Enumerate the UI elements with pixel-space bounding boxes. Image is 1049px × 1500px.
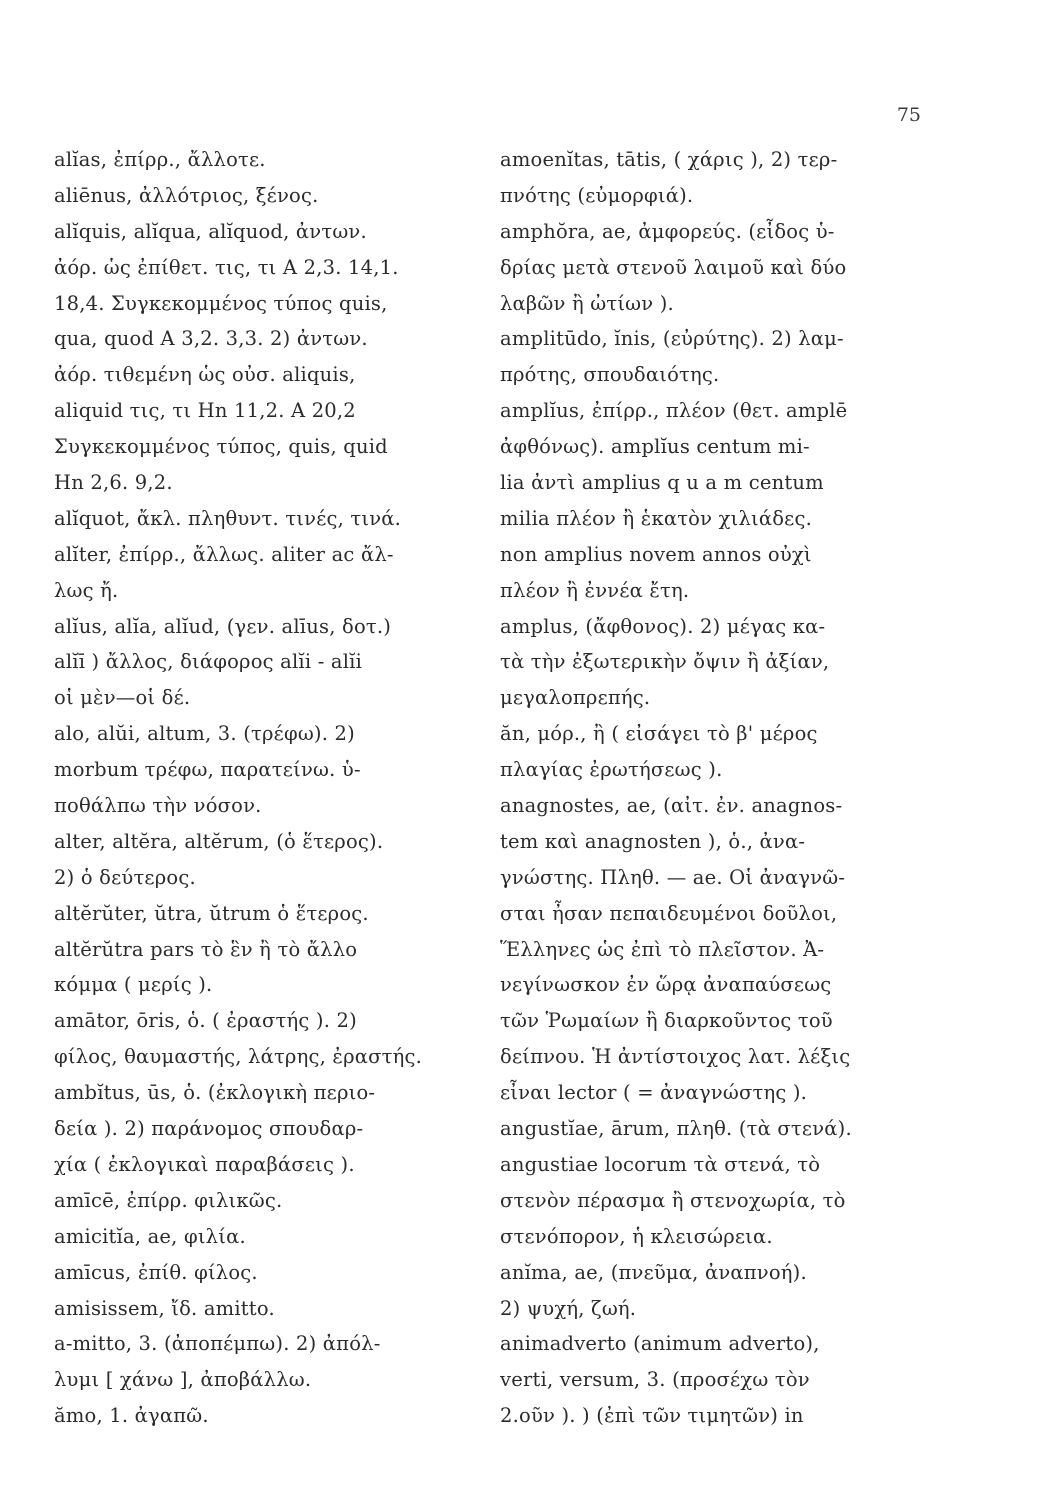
dictionary-line: aliēnus, ἀλλότριος, ξένος. — [54, 183, 319, 207]
dictionary-line: πρότης, σπουδαιότης. — [500, 363, 720, 387]
dictionary-line: ἀφθόνως). amplĭus centum mi- — [500, 435, 810, 459]
dictionary-line: στενόπορον, ἡ κλεισώρεια. — [500, 1224, 773, 1248]
dictionary-line: 2.οῦν ). ) (ἐπὶ τῶν τιμητῶν) in — [500, 1404, 804, 1428]
dictionary-line: τῶν Ῥωμαίων ἢ διαρκοῦντος τοῦ — [500, 1009, 833, 1033]
dictionary-line: amplus, (ἄφθονος). 2) μέγας κα- — [500, 614, 826, 638]
dictionary-line: amīcus, ἐπίθ. φίλος. — [54, 1260, 258, 1284]
dictionary-line: οἱ μὲν—οἱ δέ. — [54, 686, 191, 710]
dictionary-line: τὰ τὴν ἐξωτερικὴν ὄψιν ἢ ἀξίαν, — [500, 650, 830, 674]
right-column — [500, 142, 918, 1434]
dictionary-line: alĭquot, ἄκλ. πληθυντ. τινές, τινά. — [54, 506, 402, 530]
dictionary-line: 18,4. Συγκεκομμένος τύπος quis, — [54, 291, 388, 315]
dictionary-line: amplĭus, ἐπίρρ., πλέον (θετ. amplē — [500, 399, 848, 423]
dictionary-line: ămo, 1. ἀγαπῶ. — [54, 1404, 209, 1428]
dictionary-line: ἀόρ. ὡς ἐπίθετ. τις, τι A 2,3. 14,1. — [54, 255, 399, 279]
dictionary-line: λως ἤ. — [54, 578, 119, 602]
dictionary-line: alĭī ) ἄλλος, διάφορος alĭi - alĭi — [54, 650, 363, 674]
dictionary-line: anagnostes, ae, (αἰτ. ἐν. anagnos- — [500, 794, 843, 818]
dictionary-line: 2) ὁ δεύτερος. — [54, 865, 196, 889]
dictionary-line: angustĭae, ārum, πληθ. (τὰ στενά). — [500, 1117, 852, 1141]
dictionary-line: amātor, ōris, ὁ. ( ἐραστής ). 2) — [54, 1009, 357, 1033]
dictionary-line: aliquid τις, τι Hn 11,2. A 20,2 — [54, 399, 356, 423]
dictionary-line: amphŏra, ae, ἀμφορεύς. (εἶδος ὑ- — [500, 219, 835, 243]
dictionary-line: alo, alŭi, altum, 3. (τρέφω). 2) — [54, 722, 355, 746]
page-number: 75 — [896, 104, 921, 126]
dictionary-line: ăn, μόρ., ἢ ( εἰσάγει τὸ β' μέρος — [500, 722, 818, 746]
dictionary-line: πλαγίας ἐρωτήσεως ). — [500, 758, 723, 782]
dictionary-line: altĕrŭter, ŭtra, ŭtrum ὁ ἕτερος. — [54, 901, 369, 925]
dictionary-line: Ἕλληνες ὡς ἐπὶ τὸ πλεῖστον. Ἀ- — [500, 937, 825, 961]
dictionary-line: δείπνου. Ἡ ἀντίστοιχος λατ. λέξις — [500, 1045, 851, 1069]
dictionary-line: qua, quod A 3,2. 3,3. 2) ἀντων. — [54, 327, 368, 351]
dictionary-line: lia ἀντὶ amplius q u a m centum — [500, 471, 824, 495]
dictionary-line: νεγίνωσκον ἐν ὥρᾳ ἀναπαύσεως — [500, 973, 832, 997]
dictionary-line: φίλος, θαυμαστής, λάτρης, ἐραστής. — [54, 1045, 422, 1069]
dictionary-line: Συγκεκομμένος τύπος, quis, quid — [54, 435, 388, 459]
dictionary-line: morbum τρέφω, παρατείνω. ὑ- — [54, 758, 361, 782]
dictionary-line: Hn 2,6. 9,2. — [54, 471, 173, 495]
dictionary-line: tem καὶ anagnosten ), ὁ., ἀνα- — [500, 829, 806, 853]
dictionary-line: altĕrŭtra pars τὸ ἓν ἢ τὸ ἄλλο — [54, 937, 358, 961]
dictionary-line: κόμμα ( μερίς ). — [54, 973, 213, 997]
dictionary-line: verti, versum, 3. (προσέχω τὸν — [500, 1368, 810, 1392]
dictionary-line: anĭma, ae, (πνεῦμα, ἀναπνοή). — [500, 1260, 807, 1284]
dictionary-line: amīcē, ἐπίρρ. φιλικῶς. — [54, 1188, 283, 1212]
dictionary-line: a-mitto, 3. (ἀποπέμπω). 2) ἀπόλ- — [54, 1332, 381, 1356]
dictionary-line: ambĭtus, ūs, ὁ. (ἐκλογικὴ περιο- — [54, 1081, 376, 1105]
dictionary-line: πνότης (εὐμορφιά). — [500, 183, 694, 207]
dictionary-line: alĭquis, alĭqua, alĭquod, ἀντων. — [54, 219, 367, 243]
dictionary-line: amoenĭtas, tātis, ( χάρις ), 2) τερ- — [500, 148, 838, 171]
dictionary-line: λυμι [ χάνω ], ἀποβάλλω. — [54, 1368, 312, 1392]
dictionary-line: δρίας μετὰ στενοῦ λαιμοῦ καὶ δύο — [500, 255, 847, 279]
dictionary-line: alter, altĕra, altĕrum, (ὁ ἕτερος). — [54, 829, 384, 853]
dictionary-line: non amplius novem annos οὐχὶ — [500, 542, 812, 566]
dictionary-line: πλέον ἢ ἐννέα ἔτη. — [500, 578, 690, 602]
dictionary-line: στενὸν πέρασμα ἢ στενοχωρία, τὸ — [500, 1188, 846, 1212]
dictionary-line: angustiae locorum τὰ στενά, τὸ — [500, 1152, 821, 1176]
dictionary-line: amisissem, ἴδ. amitto. — [54, 1296, 275, 1320]
dictionary-line: γνώστης. Πληθ. — ae. Οἱ ἀναγνῶ- — [500, 865, 846, 889]
dictionary-line: ἀόρ. τιθεμένη ὡς οὐσ. aliquis, — [54, 363, 356, 387]
dictionary-line: ποθάλπω τὴν νόσον. — [54, 794, 262, 818]
dictionary-line: milia πλέον ἢ ἑκατὸν χιλιάδες. — [500, 506, 812, 530]
dictionary-line: animadverto (animum adverto), — [500, 1332, 820, 1356]
dictionary-line: alĭas, ἐπίρρ., ἄλλοτε. — [54, 148, 266, 171]
dictionary-line: λαβῶν ἢ ὠτίων ). — [500, 291, 674, 315]
dictionary-line: alĭus, alĭa, alĭud, (γεν. alīus, δοτ.) — [54, 614, 392, 638]
dictionary-line: 2) ψυχή, ζωή. — [500, 1296, 637, 1320]
dictionary-line: εἶναι lector ( = ἀναγνώστης ). — [500, 1081, 808, 1105]
dictionary-line: amplitūdo, ĭnis, (εὐρύτης). 2) λαμ- — [500, 327, 844, 351]
dictionary-line: amicitĭa, ae, φιλία. — [54, 1224, 246, 1248]
dictionary-line: alĭter, ἐπίρρ., ἄλλως. aliter ac ἄλ- — [54, 542, 394, 566]
dictionary-line: δεία ). 2) παράνομος σπουδαρ- — [54, 1117, 364, 1141]
dictionary-line: σται ἦσαν πεπαιδευμένοι δοῦλοι, — [500, 901, 838, 925]
left-column — [54, 142, 436, 1434]
dictionary-line: μεγαλοπρεπής. — [500, 686, 651, 710]
dictionary-line: χία ( ἐκλογικαὶ παραβάσεις ). — [54, 1152, 355, 1176]
